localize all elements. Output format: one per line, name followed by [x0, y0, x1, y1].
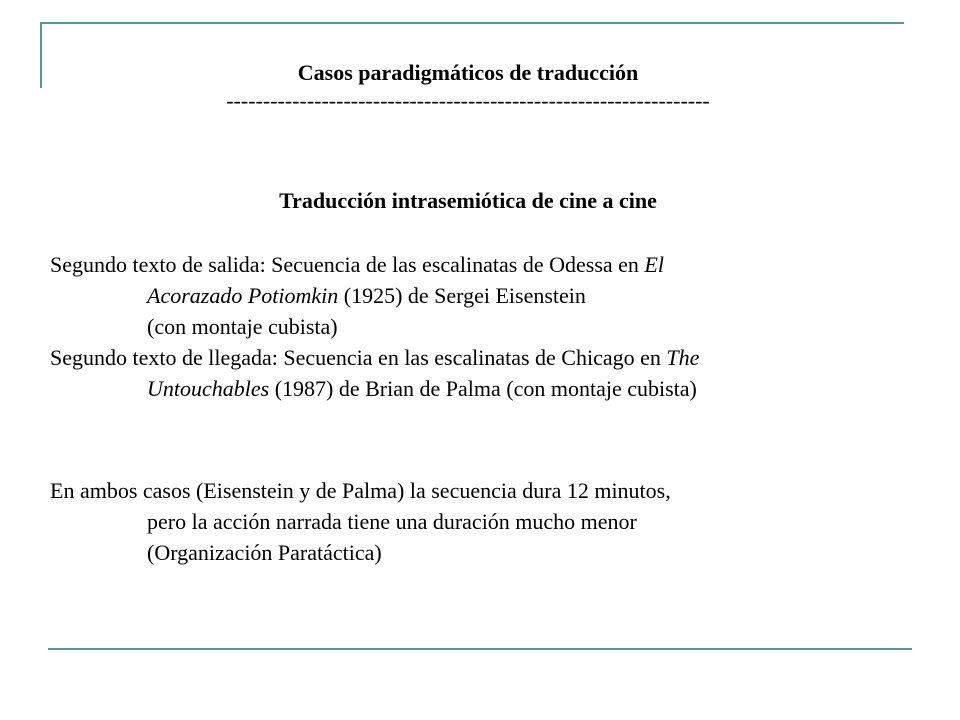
source-text-line-2 [147, 283, 586, 309]
comparison-line-1: En ambos casos (Eisenstein y de Palma) la secuencia dura 12 minutos, [50, 478, 671, 503]
source-text-label: Segundo texto de salida: Secuencia de las escalinatas de Odessa en [50, 252, 645, 277]
target-film-title-part-1: The [666, 345, 700, 370]
title-separator: ------------------------------------------------------------------ [226, 88, 710, 113]
source-film-title-part-2: Acorazado Potiomkin [147, 283, 339, 308]
slide-subtitle: Traducción intrasemiótica de cine a cine [279, 188, 657, 213]
target-text-line-2 [147, 376, 697, 402]
target-text-line-1 [50, 345, 699, 371]
source-text-line-1 [50, 252, 664, 278]
slide-title: Casos paradigmáticos de traducción [297, 60, 639, 85]
target-text-label: Segundo texto de llegada: Secuencia en las escalinatas de Chicago en [50, 345, 667, 370]
target-film-credit: (1987) de Brian de Palma (con montaje cubista) [269, 376, 697, 401]
comparison-line-3: (Organización Paratáctica) [147, 540, 382, 565]
comparison-line-2: pero la acción narrada tiene una duración mucho menor [147, 509, 637, 534]
source-text-line-3: (con montaje cubista) [147, 314, 338, 339]
target-film-title-part-2: Untouchables [147, 376, 270, 401]
bottom-rule [48, 648, 912, 650]
source-film-title-part-1: El [644, 252, 664, 277]
top-rule [40, 22, 904, 24]
source-film-credit: (1925) de Sergei Eisenstein [338, 283, 586, 308]
